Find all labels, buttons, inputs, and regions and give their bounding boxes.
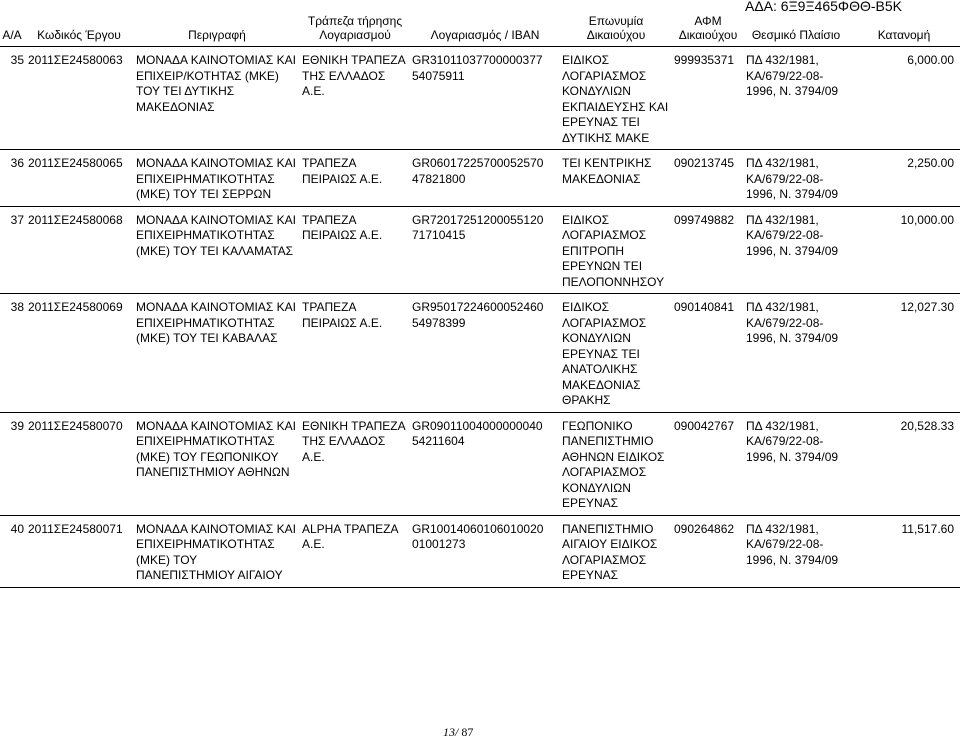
- row-number: 38: [10, 300, 24, 314]
- afm: 090213745: [674, 156, 735, 170]
- legal-framework: ΠΔ 432/1981, ΚΑ/679/22-08-1996, Ν. 3794/09: [746, 156, 839, 201]
- iban: GR10014060106010020 01001273: [412, 521, 544, 551]
- allocation-amount: 11,517.60: [901, 521, 954, 536]
- description: ΜΟΝΑΔΑ ΚΑΙΝΟΤΟΜΙΑΣ ΚΑΙ ΕΠΙΧΕΙΡΗΜΑΤΙΚΟΤΗΤΑΣ (ΜΚΕ) ΤΟΥ ΤΕΙ ΣΕΡΡΩΝ: [136, 156, 296, 201]
- beneficiary-name: ΕΙΔΙΚΟΣ ΛΟΓΑΡΙΑΣΜΟΣ ΕΠΙΤΡΟΠΗ ΕΡΕΥΝΩΝ ΤΕΙ ΠΕΛΟΠΟΝΝΗΣΟΥ: [562, 212, 665, 289]
- afm: 999935371: [674, 53, 735, 67]
- table-row: [0, 47, 960, 150]
- bank-name: ΕΘΝΙΚΗ ΤΡΑΠΕΖΑ ΤΗΣ ΕΛΛΑΔΟΣ Α.Ε.: [302, 53, 405, 98]
- allocation-amount: 12,027.30: [900, 300, 954, 314]
- document-reference: ΑΔΑ: 6Ξ9Ξ465ΦΘΘ-Β5Κ: [744, 0, 902, 14]
- legal-framework: ΠΔ 432/1981, ΚΑ/679/22-08-1996, Ν. 3794/09: [746, 212, 839, 258]
- bank-name: ΤΡΑΠΕΖΑ ΠΕΙΡΑΙΩΣ Α.Ε.: [302, 212, 383, 242]
- page-indicator: [443, 725, 473, 740]
- legal-framework: ΠΔ 432/1981, ΚΑ/679/22-08-1996, Ν. 3794/09: [746, 53, 839, 98]
- beneficiary-name: ΕΙΔΙΚΟΣ ΛΟΓΑΡΙΑΣΜΟΣ ΚΟΝΔΥΛΙΩΝ ΕΚΠΑΙΔΕΥΣΗΣ ΚΑΙ ΕΡΕΥΝΑΣ ΤΕΙ ΔΥΤΙΚΗΣ ΜΑΚΕ: [562, 53, 669, 145]
- bank-name: ΤΡΑΠΕΖΑ ΠΕΙΡΑΙΩΣ Α.Ε.: [302, 156, 383, 186]
- col-header-bank: Τράπεζα τήρησης Λογαριασμού: [307, 14, 403, 42]
- description: ΜΟΝΑΔΑ ΚΑΙΝΟΤΟΜΙΑΣ ΚΑΙ ΕΠΙΧΕΙΡΗΜΑΤΙΚΟΤΗΤΑΣ (ΜΚΕ) ΤΟΥ ΠΑΝΕΠΙΣΤΗΜΙΟΥ ΑΙΓΑΙΟΥ: [136, 521, 296, 582]
- project-code: 2011ΣΕ24580065: [28, 156, 123, 170]
- col-header-iban: Λογαριασμός / IBAN: [430, 28, 540, 42]
- page-number: 13/: [443, 725, 459, 739]
- allocation-amount: 6,000.00: [907, 53, 954, 67]
- beneficiary-name: ΤΕΙ ΚΕΝΤΡΙΚΗΣ ΜΑΚΕΔΟΝΙΑΣ: [562, 156, 652, 186]
- bank-name: ALPHA ΤΡΑΠΕΖΑ Α.Ε.: [302, 521, 398, 551]
- table-header-row: [0, 14, 960, 47]
- project-code: 2011ΣΕ24580069: [28, 300, 123, 314]
- description: ΜΟΝΑΔΑ ΚΑΙΝΟΤΟΜΙΑΣ ΚΑΙ ΕΠΙΧΕΙΡΗΜΑΤΙΚΟΤΗΤΑΣ (ΜΚΕ) ΤΟΥ ΤΕΙ ΚΑΒΑΛΑΣ: [136, 300, 296, 345]
- bank-name: ΤΡΑΠΕΖΑ ΠΕΙΡΑΙΩΣ Α.Ε.: [302, 300, 383, 330]
- project-code: 2011ΣΕ24580068: [28, 212, 123, 227]
- iban: GR09011004000000040 54211604: [412, 418, 543, 448]
- row-number: 36: [10, 156, 24, 170]
- table-row: [0, 206, 960, 294]
- afm: 090264862: [674, 521, 735, 536]
- allocation-amount: 20,528.33: [900, 418, 954, 433]
- row-number: 37: [10, 212, 24, 227]
- afm: 099749882: [674, 212, 735, 227]
- allocation-amount: 2,250.00: [907, 156, 954, 170]
- beneficiary-name: ΓΕΩΠΟΝΙΚΟ ΠΑΝΕΠΙΣΤΗΜΙΟ ΑΘΗΝΩΝ ΕΙΔΙΚΟΣ ΛΟΓΑΡΙΑΣΜΟΣ ΚΟΝΔΥΛΙΩΝ ΕΡΕΥΝΑΣ: [562, 418, 665, 510]
- legal-framework: ΠΔ 432/1981, ΚΑ/679/22-08-1996, Ν. 3794/09: [746, 300, 839, 345]
- col-header-legal-framework: Θεσμικό Πλαίσιο: [751, 28, 841, 42]
- col-header-afm: ΑΦΜ Δικαιούχου: [678, 14, 738, 42]
- description: ΜΟΝΑΔΑ ΚΑΙΝΟΤΟΜΙΑΣ ΚΑΙ ΕΠΙΧΕΙΡΗΜΑΤΙΚΟΤΗΤΑΣ (ΜΚΕ) ΤΟΥ ΤΕΙ ΚΑΛΑΜΑΤΑΣ: [136, 212, 296, 258]
- iban: GR95017224600052460 54978399: [412, 300, 544, 330]
- beneficiary-name: ΕΙΔΙΚΟΣ ΛΟΓΑΡΙΑΣΜΟΣ ΚΟΝΔΥΛΙΩΝ ΕΡΕΥΝΑΣ ΤΕΙ ΑΝΑΤΟΛΙΚΗΣ ΜΑΚΕΔΟΝΙΑΣ ΘΡΑΚΗΣ: [562, 300, 647, 407]
- table-row: [0, 412, 960, 515]
- row-number: 39: [10, 418, 24, 433]
- afm: 090042767: [674, 418, 735, 433]
- project-code: 2011ΣΕ24580071: [28, 521, 123, 536]
- col-header-code: Κωδικός Έργου: [37, 28, 121, 42]
- afm: 090140841: [674, 300, 735, 314]
- project-code: 2011ΣΕ24580070: [28, 418, 123, 433]
- col-header-aa: Α/Α: [2, 28, 22, 42]
- iban: GR31011037700000377 54075911: [412, 53, 543, 83]
- description: ΜΟΝΑΔΑ ΚΑΙΝΟΤΟΜΙΑΣ ΚΑΙ ΕΠΙΧΕΙΡ/ΚΟΤΗΤΑΣ (ΜΚΕ) ΤΟΥ ΤΕΙ ΔΥΤΙΚΗΣ ΜΑΚΕΔΟΝΙΑΣ: [136, 53, 296, 114]
- page-total: 87: [461, 725, 474, 739]
- table-row: [0, 150, 960, 207]
- iban: GR06017225700052570 47821800: [412, 156, 544, 186]
- col-header-allocation: Κατανομή: [877, 28, 931, 42]
- col-header-beneficiary: Επωνυμία Δικαιούχου: [586, 14, 646, 42]
- beneficiary-name: ΠΑΝΕΠΙΣΤΗΜΙΟ ΑΙΓΑΙΟΥ ΕΙΔΙΚΟΣ ΛΟΓΑΡΙΑΣΜΟΣ ΕΡΕΥΝΑΣ: [562, 521, 658, 582]
- project-code: 2011ΣΕ24580063: [28, 53, 123, 67]
- table-row: [0, 515, 960, 587]
- allocation-amount: 10,000.00: [900, 212, 954, 227]
- description: ΜΟΝΑΔΑ ΚΑΙΝΟΤΟΜΙΑΣ ΚΑΙ ΕΠΙΧΕΙΡΗΜΑΤΙΚΟΤΗΤΑΣ (ΜΚΕ) ΤΟΥ ΓΕΩΠΟΝΙΚΟΥ ΠΑΝΕΠΙΣΤΗΜΙΟΥ ΑΘΗΝΩΝ: [136, 418, 296, 479]
- table-row: [0, 294, 960, 413]
- iban: GR72017251200055120 71710415: [412, 212, 544, 242]
- legal-framework: ΠΔ 432/1981, ΚΑ/679/22-08-1996, Ν. 3794/09: [746, 521, 839, 567]
- legal-framework: ΠΔ 432/1981, ΚΑ/679/22-08-1996, Ν. 3794/09: [746, 418, 839, 464]
- row-number: 35: [10, 53, 24, 67]
- bank-name: ΕΘΝΙΚΗ ΤΡΑΠΕΖΑ ΤΗΣ ΕΛΛΑΔΟΣ Α.Ε.: [302, 418, 405, 464]
- col-header-description: Περιγραφή: [188, 28, 246, 42]
- allocation-table: [0, 14, 960, 588]
- row-number: 40: [10, 521, 24, 536]
